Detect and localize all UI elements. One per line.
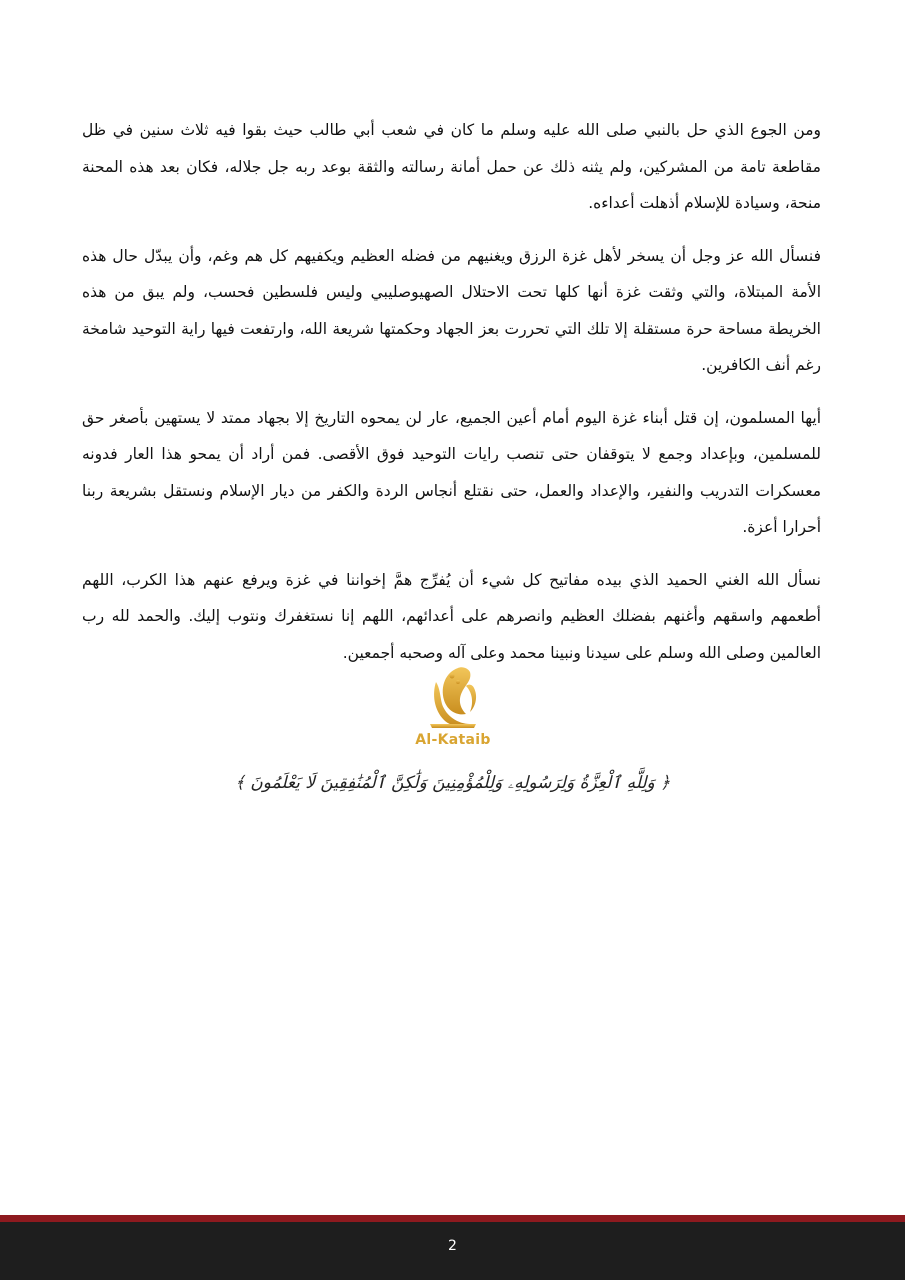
article-body: [82, 112, 821, 687]
paragraph-4: نسأل الله الغني الحميد الذي بيده مفاتيح كل شيء أن يُفرِّج همَّ إخواننا في غزة ويرفع عنهم هذا الكرب، اللهم أطعمهم واسقهم وأغنهم بفضلك العظيم وانصرهم على أعدائهم، اللهم إنا نستغفرك ونتوب إليك. والحمد لله رب العالمين وصلى الله وسلم على سيدنا ونبينا محمد وعلى آله وصحبه أجمعين.: [82, 570, 821, 662]
logo-label: Al-Kataib: [415, 732, 491, 748]
paragraph-1: ومن الجوع الذي حل بالنبي صلى الله عليه وسلم ما كان في شعب أبي طالب حيث بقوا فيه ثلاث سنين في ظل مقاطعة تامة من المشركين، ولم يثنه ذلك عن حمل أمانة رسالته والثقة بوعد ربه جل جلاله، فكان بعد هذه المحنة منحة، وسيادة للإسلام أذهلت أعداءه.: [82, 121, 821, 212]
footer-accent-stripe: [0, 1215, 905, 1222]
quran-verse: ﴿ وَلِلَّهِ ٱلْعِزَّةُ وَلِرَسُولِهِۦ وَلِلْمُؤْمِنِينَ وَلَٰكِنَّ ٱلْمُنَٰفِقِينَ لَا يَعْلَمُونَ ﴾: [234, 773, 671, 793]
page-number: 2: [448, 1238, 457, 1254]
paragraph-3: أيها المسلمون، إن قتل أبناء غزة اليوم أمام أعين الجميع، عار لن يمحوه التاريخ إلا بجهاد ممتد لا يستهين بأصغر حق للمسلمين، وبإعداد وجمع لا يتوقفان حتى تنصب رايات التوحيد فوق الأقصى. فمن أراد أن يمحو هذا العار فدونه معسكرات التدريب والنفير، والإعداد والعمل، حتى نقتلع أنجاس الردة والكفر من ديار الإسلام ونستقل بشريعة ربنا أحرارا أعزة.: [82, 408, 821, 536]
paragraph-2: فنسأل الله عز وجل أن يسخر لأهل غزة الرزق ويغنيهم من فضله العظيم ويكفيهم كل هم وغم، وأن يبدّل حال هذه الأمة المبتلاة، والتي وثقت غزة أنها كلها تحت الاحتلال الصهيوصليبي وليس فلسطين فحسب، ولم يبق من هذه الخريطة مساحة حرة مستقلة إلا تلك التي تحررت بعز الجهاد وحكمتها شريعة الله، وارتفعت فيها راية التوحيد شامخة رغم أنف الكافرين.: [82, 246, 821, 374]
